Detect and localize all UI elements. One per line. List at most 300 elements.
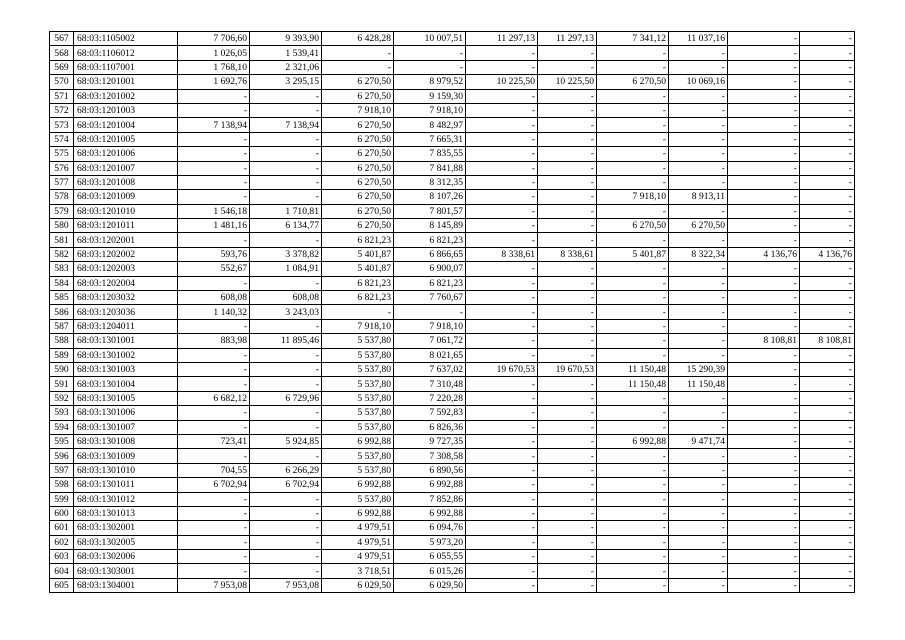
table-row xyxy=(50,89,855,103)
table-cell-value-col-10: - xyxy=(800,46,855,60)
table-cell-value-col-7: - xyxy=(597,478,669,492)
table-cell-cadastral-code: 68:03:1301001 xyxy=(74,334,178,348)
table-cell-value-col-3: 6 821,23 xyxy=(322,276,394,290)
table-cell-value-col-2: - xyxy=(250,233,322,247)
table-cell-value-col-10: - xyxy=(800,564,855,578)
table-cell-value-col-2: - xyxy=(250,377,322,391)
table-cell-value-col-10: - xyxy=(800,550,855,564)
table-cell-value-col-7: - xyxy=(597,60,669,74)
table-row xyxy=(50,46,855,60)
table-cell-value-col-8: - xyxy=(669,449,728,463)
table-row xyxy=(50,478,855,492)
table-cell-value-col-9: - xyxy=(728,161,800,175)
table-cell-row-number: 574 xyxy=(50,132,74,146)
table-cell-value-col-5: - xyxy=(466,103,538,117)
table-cell-value-col-2: 1 084,91 xyxy=(250,262,322,276)
table-cell-row-number: 601 xyxy=(50,521,74,535)
table-cell-value-col-3: 6 992,88 xyxy=(322,478,394,492)
table-cell-value-col-9: - xyxy=(728,305,800,319)
table-cell-value-col-1: 608,08 xyxy=(178,291,250,305)
table-cell-row-number: 604 xyxy=(50,564,74,578)
table-cell-value-col-5: - xyxy=(466,60,538,74)
table-cell-value-col-3: 5 537,80 xyxy=(322,362,394,376)
table-cell-cadastral-code: 68:03:1204011 xyxy=(74,319,178,333)
table-cell-value-col-5: - xyxy=(466,420,538,434)
table-cell-value-col-5: - xyxy=(466,305,538,319)
table-cell-value-col-8: 6 270,50 xyxy=(669,219,728,233)
table-cell-value-col-4: 7 918,10 xyxy=(394,103,466,117)
table-cell-value-col-5: - xyxy=(466,377,538,391)
table-cell-value-col-8: - xyxy=(669,132,728,146)
table-cell-value-col-7: - xyxy=(597,204,669,218)
table-cell-value-col-10: - xyxy=(800,362,855,376)
table-cell-value-col-7: - xyxy=(597,492,669,506)
table-cell-value-col-6: - xyxy=(538,478,597,492)
table-row xyxy=(50,305,855,319)
table-cell-value-col-8: - xyxy=(669,334,728,348)
table-cell-value-col-5: - xyxy=(466,89,538,103)
table-cell-row-number: 581 xyxy=(50,233,74,247)
table-cell-row-number: 596 xyxy=(50,449,74,463)
table-cell-cadastral-code: 68:03:1202004 xyxy=(74,276,178,290)
table-cell-value-col-9: - xyxy=(728,319,800,333)
table-cell-value-col-2: - xyxy=(250,535,322,549)
table-cell-value-col-6: - xyxy=(538,334,597,348)
table-cell-value-col-3: 6 270,50 xyxy=(322,175,394,189)
table-cell-cadastral-code: 68:03:1301013 xyxy=(74,506,178,520)
table-cell-value-col-2: 6 729,96 xyxy=(250,391,322,405)
table-cell-value-col-9: - xyxy=(728,521,800,535)
table-cell-cadastral-code: 68:03:1302006 xyxy=(74,550,178,564)
table-cell-value-col-6: - xyxy=(538,305,597,319)
table-cell-value-col-7: 11 150,48 xyxy=(597,362,669,376)
table-cell-cadastral-code: 68:03:1301010 xyxy=(74,463,178,477)
table-cell-value-col-5: 11 297,13 xyxy=(466,32,538,46)
table-cell-value-col-1: - xyxy=(178,161,250,175)
table-cell-cadastral-code: 68:03:1304001 xyxy=(74,578,178,592)
table-cell-value-col-6: - xyxy=(538,219,597,233)
table-cell-row-number: 590 xyxy=(50,362,74,376)
table-cell-value-col-6: - xyxy=(538,521,597,535)
table-cell-value-col-6: - xyxy=(538,449,597,463)
table-cell-value-col-6: - xyxy=(538,463,597,477)
table-cell-row-number: 577 xyxy=(50,175,74,189)
table-cell-value-col-5: - xyxy=(466,449,538,463)
table-cell-cadastral-code: 68:03:1203036 xyxy=(74,305,178,319)
table-cell-value-col-6: 10 225,50 xyxy=(538,75,597,89)
table-cell-value-col-9: - xyxy=(728,348,800,362)
table-row xyxy=(50,362,855,376)
table-cell-value-col-9: - xyxy=(728,103,800,117)
table-cell-value-col-4: 10 007,51 xyxy=(394,32,466,46)
table-cell-value-col-4: 7 637,02 xyxy=(394,362,466,376)
table-cell-value-col-2: 1 539,41 xyxy=(250,46,322,60)
table-cell-value-col-4: 7 835,55 xyxy=(394,147,466,161)
table-cell-value-col-7: - xyxy=(597,564,669,578)
table-cell-value-col-8: - xyxy=(669,46,728,60)
table-cell-cadastral-code: 68:03:1201006 xyxy=(74,147,178,161)
table-cell-value-col-10: - xyxy=(800,506,855,520)
table-cell-value-col-10: - xyxy=(800,276,855,290)
table-cell-value-col-6: - xyxy=(538,118,597,132)
table-cell-value-col-8: 11 150,48 xyxy=(669,377,728,391)
table-cell-value-col-3: 5 537,80 xyxy=(322,492,394,506)
table-cell-cadastral-code: 68:03:1201002 xyxy=(74,89,178,103)
table-cell-value-col-7: - xyxy=(597,334,669,348)
table-cell-value-col-7: - xyxy=(597,103,669,117)
table-cell-value-col-5: - xyxy=(466,550,538,564)
table-cell-value-col-2: - xyxy=(250,132,322,146)
table-cell-value-col-4: 6 015,26 xyxy=(394,564,466,578)
table-cell-value-col-1: - xyxy=(178,550,250,564)
table-cell-value-col-9: - xyxy=(728,564,800,578)
table-cell-row-number: 591 xyxy=(50,377,74,391)
table-cell-value-col-10: - xyxy=(800,118,855,132)
table-cell-row-number: 594 xyxy=(50,420,74,434)
table-cell-value-col-10: 4 136,76 xyxy=(800,247,855,261)
table-cell-cadastral-code: 68:03:1302001 xyxy=(74,521,178,535)
table-cell-value-col-10: - xyxy=(800,492,855,506)
table-cell-value-col-1: - xyxy=(178,564,250,578)
table-cell-value-col-8: - xyxy=(669,60,728,74)
table-cell-value-col-8: 10 069,16 xyxy=(669,75,728,89)
table-cell-value-col-3: 6 029,50 xyxy=(322,578,394,592)
table-cell-value-col-8: 8 913,11 xyxy=(669,190,728,204)
table-cell-value-col-3: 4 979,51 xyxy=(322,521,394,535)
table-row xyxy=(50,75,855,89)
table-cell-value-col-8: - xyxy=(669,319,728,333)
table-row xyxy=(50,463,855,477)
table-cell-value-col-4: 6 992,88 xyxy=(394,478,466,492)
table-cell-value-col-4: 7 310,48 xyxy=(394,377,466,391)
table-row xyxy=(50,233,855,247)
table-cell-cadastral-code: 68:03:1301002 xyxy=(74,348,178,362)
table-cell-value-col-1: 704,55 xyxy=(178,463,250,477)
table-cell-value-col-8: - xyxy=(669,492,728,506)
table-cell-value-col-9: - xyxy=(728,118,800,132)
table-cell-value-col-9: - xyxy=(728,449,800,463)
table-cell-value-col-4: 7 061,72 xyxy=(394,334,466,348)
table-cell-value-col-5: - xyxy=(466,434,538,448)
table-cell-value-col-5: - xyxy=(466,46,538,60)
table-cell-value-col-4: 7 308,58 xyxy=(394,449,466,463)
table-cell-value-col-4: 6 826,36 xyxy=(394,420,466,434)
table-cell-value-col-6: 19 670,53 xyxy=(538,362,597,376)
table-cell-value-col-4: 8 107,26 xyxy=(394,190,466,204)
table-cell-value-col-6: - xyxy=(538,291,597,305)
table-cell-value-col-3: 5 537,80 xyxy=(322,334,394,348)
table-row xyxy=(50,103,855,117)
table-cell-value-col-9: 8 108,81 xyxy=(728,334,800,348)
table-cell-value-col-6: - xyxy=(538,420,597,434)
table-row xyxy=(50,406,855,420)
table-cell-value-col-2: 7 138,94 xyxy=(250,118,322,132)
table-cell-row-number: 568 xyxy=(50,46,74,60)
table-cell-value-col-10: - xyxy=(800,305,855,319)
table-cell-value-col-4: 6 992,88 xyxy=(394,506,466,520)
table-row xyxy=(50,334,855,348)
table-cell-value-col-10: - xyxy=(800,434,855,448)
table-cell-value-col-7: - xyxy=(597,161,669,175)
table-row xyxy=(50,578,855,592)
table-cell-cadastral-code: 68:03:1202001 xyxy=(74,233,178,247)
table-cell-value-col-8: - xyxy=(669,262,728,276)
table-cell-value-col-5: - xyxy=(466,233,538,247)
table-cell-value-col-8: - xyxy=(669,305,728,319)
table-cell-value-col-8: - xyxy=(669,103,728,117)
table-cell-cadastral-code: 68:03:1201003 xyxy=(74,103,178,117)
table-cell-value-col-5: - xyxy=(466,506,538,520)
table-cell-cadastral-code: 68:03:1201004 xyxy=(74,118,178,132)
table-cell-value-col-2: 11 895,46 xyxy=(250,334,322,348)
table-cell-value-col-3: 6 992,88 xyxy=(322,434,394,448)
table-cell-value-col-2: 3 295,15 xyxy=(250,75,322,89)
table-body xyxy=(50,32,855,593)
table-cell-value-col-6: - xyxy=(538,506,597,520)
table-cell-value-col-7: - xyxy=(597,348,669,362)
table-cell-value-col-9: - xyxy=(728,492,800,506)
table-cell-value-col-2: - xyxy=(250,147,322,161)
table-cell-value-col-10: - xyxy=(800,391,855,405)
table-cell-value-col-5: 10 225,50 xyxy=(466,75,538,89)
table-row xyxy=(50,535,855,549)
table-cell-value-col-9: - xyxy=(728,175,800,189)
table-row xyxy=(50,521,855,535)
table-cell-value-col-5: - xyxy=(466,391,538,405)
table-cell-value-col-5: - xyxy=(466,147,538,161)
table-cell-value-col-7: - xyxy=(597,535,669,549)
table-cell-value-col-8: - xyxy=(669,147,728,161)
table-cell-value-col-8: - xyxy=(669,161,728,175)
table-cell-value-col-3: 6 270,50 xyxy=(322,204,394,218)
table-cell-value-col-9: - xyxy=(728,406,800,420)
table-cell-value-col-3: 6 821,23 xyxy=(322,291,394,305)
table-cell-value-col-3: 3 718,51 xyxy=(322,564,394,578)
table-row xyxy=(50,319,855,333)
table-row xyxy=(50,132,855,146)
table-cell-value-col-7: - xyxy=(597,391,669,405)
table-cell-cadastral-code: 68:03:1201001 xyxy=(74,75,178,89)
table-cell-value-col-9: - xyxy=(728,132,800,146)
table-cell-value-col-1: 6 702,94 xyxy=(178,478,250,492)
table-cell-row-number: 599 xyxy=(50,492,74,506)
table-cell-value-col-5: - xyxy=(466,406,538,420)
table-cell-row-number: 580 xyxy=(50,219,74,233)
table-cell-value-col-10: - xyxy=(800,291,855,305)
table-cell-value-col-2: 3 243,03 xyxy=(250,305,322,319)
table-cell-value-col-2: 6 266,29 xyxy=(250,463,322,477)
table-cell-value-col-4: - xyxy=(394,305,466,319)
table-cell-value-col-2: - xyxy=(250,362,322,376)
table-cell-value-col-2: - xyxy=(250,506,322,520)
table-cell-value-col-1: - xyxy=(178,319,250,333)
table-cell-value-col-6: - xyxy=(538,89,597,103)
table-cell-value-col-3: 6 992,88 xyxy=(322,506,394,520)
table-cell-value-col-1: 1 546,18 xyxy=(178,204,250,218)
table-cell-value-col-1: - xyxy=(178,147,250,161)
table-cell-value-col-4: 7 852,86 xyxy=(394,492,466,506)
table-cell-value-col-4: 7 801,57 xyxy=(394,204,466,218)
table-cell-row-number: 592 xyxy=(50,391,74,405)
table-cell-value-col-6: - xyxy=(538,276,597,290)
table-row xyxy=(50,276,855,290)
table-cell-value-col-8: - xyxy=(669,276,728,290)
table-cell-value-col-6: 11 297,13 xyxy=(538,32,597,46)
table-cell-value-col-2: - xyxy=(250,276,322,290)
table-cell-value-col-10: - xyxy=(800,535,855,549)
table-cell-value-col-10: - xyxy=(800,103,855,117)
table-cell-value-col-3: 5 537,80 xyxy=(322,449,394,463)
table-cell-value-col-1: 6 682,12 xyxy=(178,391,250,405)
table-cell-value-col-10: - xyxy=(800,219,855,233)
table-cell-value-col-3: 6 270,50 xyxy=(322,219,394,233)
table-cell-value-col-1: 883,98 xyxy=(178,334,250,348)
table-cell-value-col-10: - xyxy=(800,132,855,146)
table-cell-value-col-6: - xyxy=(538,319,597,333)
table-row xyxy=(50,60,855,74)
table-cell-value-col-2: 9 393,90 xyxy=(250,32,322,46)
table-cell-cadastral-code: 68:03:1201005 xyxy=(74,132,178,146)
table-cell-value-col-2: 6 134,77 xyxy=(250,219,322,233)
table-cell-value-col-1: - xyxy=(178,348,250,362)
table-cell-value-col-10: - xyxy=(800,175,855,189)
table-cell-row-number: 576 xyxy=(50,161,74,175)
table-cell-value-col-7: - xyxy=(597,233,669,247)
table-cell-value-col-5: - xyxy=(466,262,538,276)
table-cell-value-col-7: - xyxy=(597,449,669,463)
table-cell-value-col-8: - xyxy=(669,291,728,305)
table-cell-value-col-8: 15 290,39 xyxy=(669,362,728,376)
table-row xyxy=(50,506,855,520)
table-cell-value-col-6: - xyxy=(538,578,597,592)
table-cell-value-col-9: - xyxy=(728,89,800,103)
table-cell-value-col-7: - xyxy=(597,132,669,146)
table-row xyxy=(50,550,855,564)
table-cell-value-col-6: - xyxy=(538,103,597,117)
table-cell-cadastral-code: 68:03:1105002 xyxy=(74,32,178,46)
table-row xyxy=(50,291,855,305)
table-cell-value-col-5: - xyxy=(466,492,538,506)
table-cell-value-col-1: - xyxy=(178,377,250,391)
table-cell-value-col-5: - xyxy=(466,521,538,535)
table-row xyxy=(50,262,855,276)
table-cell-value-col-9: - xyxy=(728,75,800,89)
table-cell-row-number: 573 xyxy=(50,118,74,132)
table-cell-value-col-5: - xyxy=(466,219,538,233)
table-cell-value-col-3: 7 918,10 xyxy=(322,103,394,117)
table-cell-value-col-7: 6 270,50 xyxy=(597,219,669,233)
table-cell-value-col-7: - xyxy=(597,118,669,132)
table-cell-value-col-9: - xyxy=(728,190,800,204)
table-cell-value-col-10: - xyxy=(800,478,855,492)
table-cell-cadastral-code: 68:03:1201010 xyxy=(74,204,178,218)
table-cell-value-col-10: - xyxy=(800,190,855,204)
table-cell-value-col-10: - xyxy=(800,32,855,46)
table-cell-value-col-8: - xyxy=(669,204,728,218)
table-cell-value-col-3: 6 270,50 xyxy=(322,132,394,146)
table-cell-value-col-3: 4 979,51 xyxy=(322,535,394,549)
table-row xyxy=(50,348,855,362)
table-cell-value-col-2: 1 710,81 xyxy=(250,204,322,218)
table-cell-value-col-7: - xyxy=(597,578,669,592)
table-cell-value-col-6: 8 338,61 xyxy=(538,247,597,261)
table-cell-value-col-9: - xyxy=(728,32,800,46)
table-row xyxy=(50,492,855,506)
table-cell-value-col-7: - xyxy=(597,420,669,434)
table-cell-value-col-2: - xyxy=(250,89,322,103)
table-cell-value-col-6: - xyxy=(538,550,597,564)
table-cell-value-col-6: - xyxy=(538,147,597,161)
table-cell-value-col-10: - xyxy=(800,60,855,74)
table-cell-cadastral-code: 68:03:1301008 xyxy=(74,434,178,448)
table-cell-value-col-10: - xyxy=(800,147,855,161)
table-cell-value-col-7: - xyxy=(597,175,669,189)
table-cell-row-number: 569 xyxy=(50,60,74,74)
table-cell-value-col-2: - xyxy=(250,521,322,535)
table-cell-value-col-1: 1 026,05 xyxy=(178,46,250,60)
table-cell-value-col-9: - xyxy=(728,46,800,60)
table-cell-value-col-3: 6 270,50 xyxy=(322,118,394,132)
table-cell-value-col-6: - xyxy=(538,60,597,74)
table-cell-value-col-9: - xyxy=(728,147,800,161)
table-cell-value-col-3: - xyxy=(322,305,394,319)
table-cell-cadastral-code: 68:03:1301003 xyxy=(74,362,178,376)
table-cell-value-col-7: 5 401,87 xyxy=(597,247,669,261)
table-cell-value-col-6: - xyxy=(538,161,597,175)
table-cell-value-col-2: 3 378,82 xyxy=(250,247,322,261)
table-cell-row-number: 603 xyxy=(50,550,74,564)
table-cell-value-col-5: - xyxy=(466,564,538,578)
table-cell-value-col-4: 7 592,83 xyxy=(394,406,466,420)
table-cell-value-col-2: - xyxy=(250,550,322,564)
table-cell-row-number: 598 xyxy=(50,478,74,492)
table-cell-row-number: 572 xyxy=(50,103,74,117)
table-cell-value-col-4: 6 094,76 xyxy=(394,521,466,535)
table-cell-value-col-3: 6 270,50 xyxy=(322,161,394,175)
table-cell-cadastral-code: 68:03:1201009 xyxy=(74,190,178,204)
table-cell-value-col-1: - xyxy=(178,521,250,535)
table-cell-value-col-1: - xyxy=(178,406,250,420)
table-cell-value-col-9: - xyxy=(728,262,800,276)
table-cell-value-col-4: 6 900,07 xyxy=(394,262,466,276)
table-cell-cadastral-code: 68:03:1301005 xyxy=(74,391,178,405)
table-cell-value-col-6: - xyxy=(538,175,597,189)
table-cell-value-col-4: 8 482,97 xyxy=(394,118,466,132)
table-cell-value-col-1: - xyxy=(178,449,250,463)
table-cell-value-col-9: - xyxy=(728,291,800,305)
table-cell-value-col-2: - xyxy=(250,175,322,189)
table-cell-value-col-10: - xyxy=(800,319,855,333)
table-cell-value-col-4: 9 159,30 xyxy=(394,89,466,103)
table-cell-cadastral-code: 68:03:1301012 xyxy=(74,492,178,506)
table-cell-value-col-8: - xyxy=(669,89,728,103)
table-cell-value-col-8: - xyxy=(669,478,728,492)
table-cell-value-col-6: - xyxy=(538,535,597,549)
table-cell-value-col-2: - xyxy=(250,103,322,117)
table-cell-value-col-1: 1 140,32 xyxy=(178,305,250,319)
table-cell-value-col-2: - xyxy=(250,492,322,506)
table-cell-value-col-1: 593,76 xyxy=(178,247,250,261)
table-cell-value-col-9: - xyxy=(728,233,800,247)
table-cell-value-col-8: - xyxy=(669,391,728,405)
table-cell-value-col-4: 8 145,89 xyxy=(394,219,466,233)
table-cell-value-col-8: - xyxy=(669,506,728,520)
table-cell-value-col-10: - xyxy=(800,233,855,247)
table-row xyxy=(50,190,855,204)
table-cell-value-col-7: - xyxy=(597,262,669,276)
table-row xyxy=(50,32,855,46)
table-cell-value-col-4: 6 821,23 xyxy=(394,276,466,290)
